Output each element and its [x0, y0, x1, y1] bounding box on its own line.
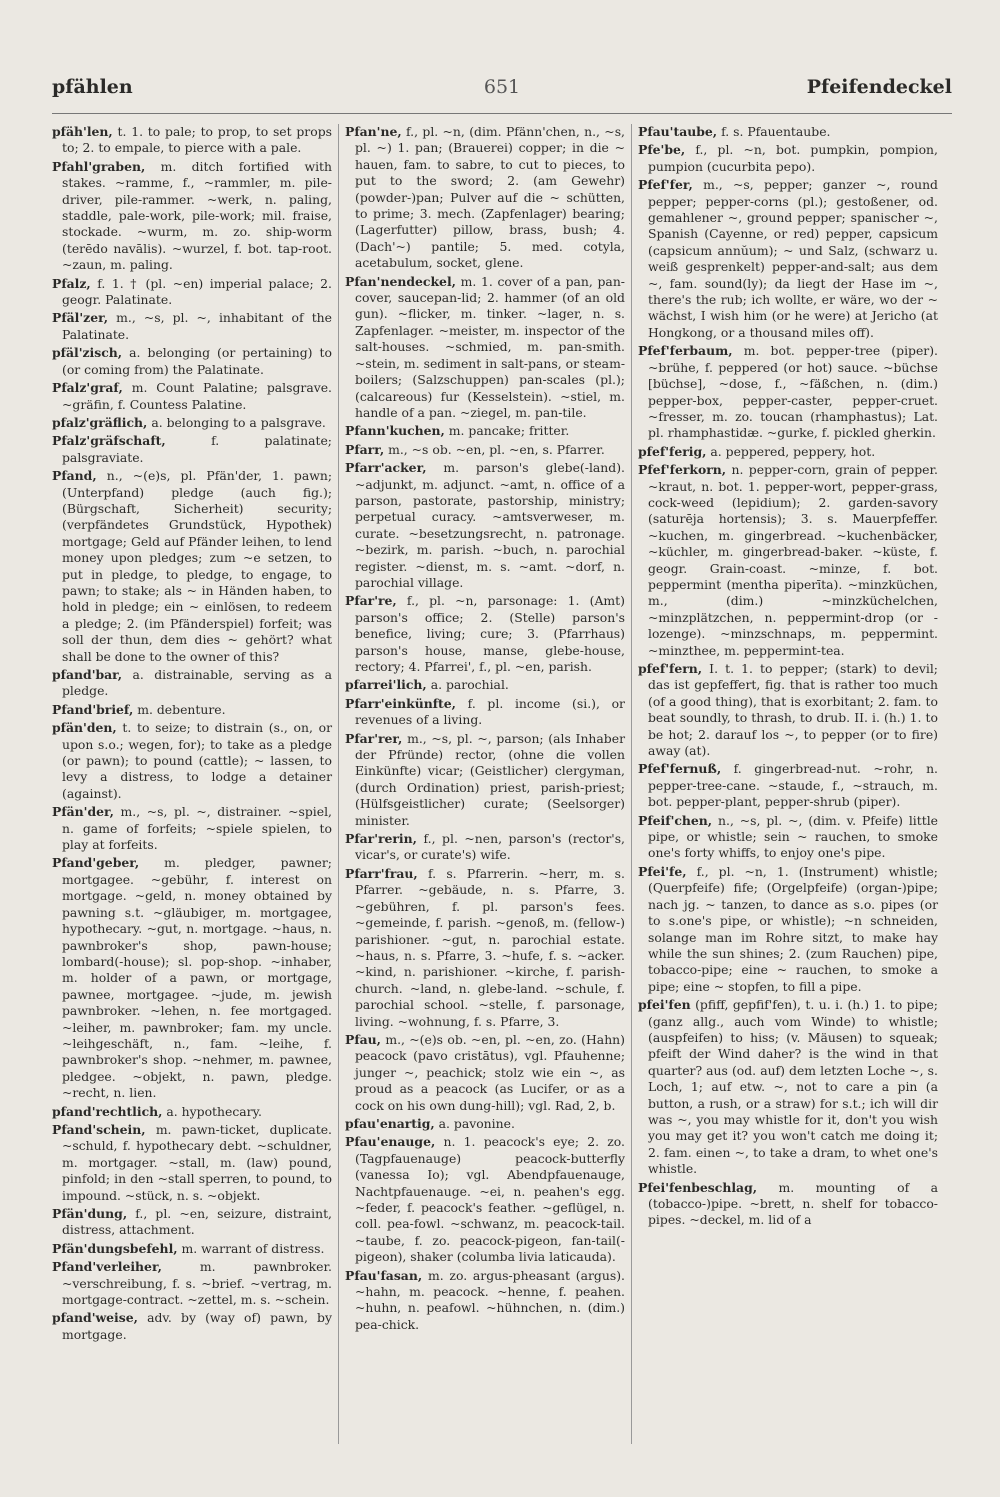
dictionary-entry	[52, 720, 332, 802]
page-header	[52, 76, 952, 110]
entry-headword: Pfan'ne,	[345, 124, 402, 139]
dictionary-entry	[345, 1134, 625, 1265]
entry-headword: Pfar'rer,	[345, 730, 403, 746]
dictionary-entry	[52, 310, 332, 343]
entry-definition: m. pancake; fritter.	[448, 423, 570, 439]
entry-definition: m. pawnbroker. ~verschreibung, f. s. ~brief. ~vertrag, m. mortgage-contract. ~zettel, m. s. ~schein.	[62, 1259, 332, 1308]
entry-definition: m. debenture.	[137, 701, 226, 717]
dictionary-entry	[345, 124, 625, 272]
dictionary-entry	[638, 177, 938, 341]
entry-headword: pfän'den,	[52, 720, 117, 736]
entry-definition: t. to seize; to distrain (s., on, or upon s.o.; wegen, for); to take as a pledge (or pawn); to pound (cattle); ~ lassen, to levy a distress, to lodge a detainer (against).	[62, 720, 332, 801]
left-running-headword: pfählen	[52, 76, 133, 98]
entry-definition: a. peppered, peppery, hot.	[710, 443, 876, 459]
dictionary-entry	[345, 731, 625, 829]
dictionary-entry	[638, 813, 938, 862]
entry-definition: m. pawn-ticket, duplicate. ~schuld, f. hypothecary debt. ~schuldner, m. mortgager. ~stall, m. (law) pound, pinfold; in den ~stall sperren, to pound, to impound. ~stück, n. s. ~objekt.	[62, 1121, 332, 1203]
entry-definition: n. 1. peacock's eye; 2. zo. (Tagpfauenauge) peacock-butterfly (vanessa Io); vgl. Abendpfauenauge, Nachtpfauenauge. ~ei, n. peahen's egg. ~feder, f. peacock's feather. ~geflügel, n. coll. pea-fowl. ~schwanz, m. peacock-tail. ~taube, f. zo. peacock-pigeon, fan-tail(-pigeon), shaker (columba livia laticauda).	[355, 1134, 625, 1265]
dictionary-entry	[345, 460, 625, 591]
dictionary-entry	[52, 667, 332, 700]
entry-definition: a. pavonine.	[438, 1115, 515, 1131]
dictionary-entry	[52, 433, 332, 466]
entry-headword: Pfef'ferkorn,	[638, 462, 727, 478]
entry-headword: Pfand'brief,	[52, 701, 134, 717]
entry-definition: m., ~s, pl. ~, parson; (als Inhaber der Pfründe) rector, (ohne die vollen Einkünfte) vicar; (Geistlicher) clergyman, (durch Ordination) priest, parish-priest; (Hülfsgeistlicher) curate; (Seelsorger) minister.	[355, 730, 625, 828]
entry-definition: n., ~s, pl. ~, (dim. v. Pfeife) little pipe, or whistle; sein ~ rauchen, to smoke one's forty whiffs, to enjoy one's pipe.	[648, 812, 938, 861]
dictionary-entry	[52, 1104, 332, 1120]
entry-headword: Pfei'fenbeschlag,	[638, 1179, 758, 1195]
dictionary-entry	[345, 696, 625, 729]
dictionary-entry	[345, 1032, 625, 1114]
entry-headword: Pfan'nendeckel,	[345, 273, 456, 289]
entry-definition: f., pl. ~n, bot. pumpkin, pompion, pumpion (cucurbita pepo).	[648, 142, 938, 174]
entry-definition: f. s. Pfauentaube.	[721, 124, 831, 139]
entry-definition: adv. by (way of) pawn, by mortgage.	[62, 1310, 332, 1342]
page-number: 651	[483, 76, 521, 98]
dictionary-entry	[52, 345, 332, 378]
entry-headword: pfand'bar,	[52, 667, 123, 682]
entry-headword: Pfe'be,	[638, 142, 686, 158]
entry-headword: Pfef'fernuß,	[638, 761, 722, 777]
entry-headword: Pfän'der,	[52, 804, 114, 820]
dictionary-entry	[638, 124, 938, 140]
dictionary-entry	[638, 462, 938, 659]
entry-headword: Pfarr'frau,	[345, 865, 418, 881]
entry-definition: f. 1. † (pl. ~en) imperial palace; 2. geogr. Palatinate.	[62, 275, 332, 308]
dictionary-entry	[345, 593, 625, 675]
entry-headword: Pfäl'zer,	[52, 310, 109, 326]
dictionary-entry	[52, 804, 332, 853]
dictionary-entry	[52, 124, 332, 157]
entry-definition: m., ~s, pl. ~, distrainer. ~spiel, n. game of forfeits; ~spiele spielen, to play at forfeits.	[62, 804, 332, 853]
dictionary-entry	[345, 442, 625, 458]
entry-definition: t. 1. to pale; to prop, to set props to; 2. to empale, to pierce with a pale.	[62, 124, 332, 156]
entry-headword: Pfalz'gräfschaft,	[52, 433, 166, 449]
entry-headword: Pfar'rerin,	[345, 831, 417, 847]
entry-definition: m. 1. cover of a pan, pan-cover, saucepan-lid; 2. hammer (of an old gun). ~flicker, m. tinker. ~lager, n. s. Zapfenlager. ~meister, m. inspector of the salt-houses. ~schmied, m. pan-smith. ~stein, m. sediment in salt-pans, or steam-boilers; (Salzschuppen) pan-scales (pl.); (calcareous) fur (Kesselstein). ~stiel, m. handle of a pan. ~ziegel, m. pan-tile.	[355, 273, 625, 420]
entry-headword: pfau'enartig,	[345, 1115, 435, 1131]
dictionary-entry	[52, 468, 332, 665]
dictionary-entry	[345, 677, 625, 693]
entry-definition: f. gingerbread-nut. ~rohr, n. pepper-tree-cane. ~staude, f., ~strauch, m. bot. pepper-plant, pepper-shrub (piper).	[648, 761, 938, 810]
entry-headword: Pfei'fe,	[638, 863, 687, 879]
dictionary-entry	[638, 142, 938, 175]
dictionary-entry	[52, 1122, 332, 1204]
entry-definition: (pfiff, gepfif'fen), t. u. i. (h.) 1. to pipe; (ganz allg., auch vom Winde) to whistle; (auspfeifen) to hiss; (v. Mäusen) to squeak; pfeift der Wind daher? is the wind in that quarter? aus (od. auf) dem letzten Loche ~, s. Loch, 1; auf etw. ~, not to care a pin (a button, a rush, or a straw) for s.t.; ich will dir was ~, you may whistle for it, don't you wish you may get it? you won't catch me doing it; 2. fam. einen ~, to take a dram, to whet one's whistle.	[648, 997, 938, 1177]
entry-definition: a. belonging (or pertaining) to (or coming from) the Palatinate.	[62, 345, 332, 377]
entry-headword: Pfef'ferbaum,	[638, 343, 733, 359]
entry-headword: Pfarr,	[345, 441, 385, 457]
entry-definition: f., pl. ~n, parsonage: 1. (Amt) parson's office; 2. (Stelle) parson's benefice, living; cure; 3. (Pfarrhaus) parson's house, manse, glebe-house, rectory; 4. Pfarrei', f., pl. ~en, parish.	[355, 593, 625, 674]
dictionary-entry	[52, 1206, 332, 1239]
entry-definition: m., ~s, pl. ~, inhabitant of the Palatinate.	[62, 310, 332, 342]
header-rule	[52, 113, 952, 114]
dictionary-entry	[638, 444, 938, 460]
entry-headword: Pfau'fasan,	[345, 1267, 423, 1283]
entry-headword: Pfau'taube,	[638, 124, 718, 139]
entry-headword: pfäl'zisch,	[52, 345, 123, 361]
entry-definition: m. pledger, pawner; mortgagee. ~gebühr, f. interest on mortgage. ~geld, n. money obtained by pawning s.t. ~gläubiger, m. mortgagee, hypothecary. ~gut, n. mortgage. ~haus, n. pawnbroker's shop, pawn-house; lombard(-house); sl. pop-shop. ~inhaber, m. holder of a pawn, or mortgage, pawnee, mortgagee. ~jude, m. jewish pawnbroker. ~lehen, n. fee mortgaged. ~leiher, m. pawnbroker; fam. my uncle. ~leihgeschäft, n., fam. ~leihe, f. pawnbroker's shop. ~nehmer, m. pawnee, pledgee. ~objekt, n. pawn, pledge. ~recht, n. lien.	[62, 855, 332, 1101]
entry-definition: m. bot. pepper-tree (piper). ~brühe, f. peppered (or hot) sauce. ~büchse [büchse], ~dose, f., ~fäßchen, n. (dim.) pepper-box, pepper-caster, pepper-cruet. ~fresser, m. zo. toucan (rhamphastus); Lat. pl. rhamphastidæ. ~gurke, f. pickled gherkin.	[648, 343, 938, 441]
entry-headword: pfalz'gräflich,	[52, 414, 148, 430]
entry-definition: f. pl. income (si.), or revenues of a living.	[355, 695, 625, 728]
entry-headword: Pfand'verleiher,	[52, 1259, 162, 1275]
entry-headword: pfarrei'lich,	[345, 677, 427, 693]
entry-definition: m., ~s ob. ~en, pl. ~en, s. Pfarrer.	[388, 441, 605, 457]
entry-definition: f., pl. ~en, seizure, distraint, distress, attachment.	[62, 1206, 332, 1238]
entry-definition: f., pl. ~n, 1. (Instrument) whistle; (Querpfeife) fife; (Orgelpfeife) (organ-)pipe; nach jg. ~ tanzen, to dance as s.o. pipes (or to s.one's pipe, or whistle); ~n schneiden, solange man im Rohre sitzt, to make hay while the sun shines; 2. (zum Rauchen) pipe, tobacco-pipe; eine ~ rauchen, to smoke a pipe; eine ~ stopfen, to fill a pipe.	[648, 863, 938, 994]
entry-definition: f., pl. ~n, (dim. Pfänn'chen, n., ~s, pl. ~) 1. pan; (Brauerei) copper; in die ~ hauen, fam. to sabre, to cut to pieces, to put to the sword; 2. (am Gewehr) (powder-)pan; Pulver auf die ~ schütten, to prime; 3. mech. (Zapfenlager) bearing; (Lagerfutter) pillow, brass, bush; 4. (Dach'~) pantile; 5. med. cotyla, acetabulum, socket, glene.	[355, 124, 625, 271]
entry-definition: a. belonging to a palsgrave.	[151, 414, 326, 430]
entry-definition: f. s. Pfarrerin. ~herr, m. s. Pfarrer. ~gebäude, n. s. Pfarre, 3. ~gebühren, f. pl. parson's fees. ~gemeinde, f. parish. ~genoß, m. (fellow-) parishioner. ~gut, n. parochial estate. ~haus, n. s. Pfarre, 3. ~hufe, f. s. ~acker. ~kind, n. parishioner. ~kirche, f. parish-church. ~land, n. glebe-land. ~schule, f. parochial school. ~stelle, f. parsonage, living. ~wohnung, f. s. Pfarre, 3.	[355, 865, 625, 1029]
entry-headword: pfef'ferig,	[638, 443, 707, 459]
entry-headword: Pfar're,	[345, 593, 397, 609]
dictionary-entry	[345, 831, 625, 864]
entry-headword: Pfän'dung,	[52, 1206, 128, 1221]
entry-definition: m. warrant of distress.	[181, 1240, 325, 1256]
entry-headword: Pfann'kuchen,	[345, 423, 445, 439]
entry-headword: Pfand'geber,	[52, 855, 140, 871]
entry-headword: pfand'weise,	[52, 1310, 138, 1326]
entry-definition: n. pepper-corn, grain of pepper. ~kraut, n. bot. 1. pepper-wort, pepper-grass, cock-weed (lepidium); 2. garden-savory (saturēja hortensis); 3. s. Mauerpfeffer. ~kuchen, m. gingerbread. ~kuchenbäcker, ~küchler, m. gingerbread-baker. ~küste, f. geogr. Grain-coast. ~minze, f. bot. peppermint (mentha piperīta). ~minzküchen, m., (dim.) ~minzküchelchen, ~minzplätzchen, n. peppermint-drop (or -lozenge). ~minzschnaps, m. peppermint. ~minzthee, m. peppermint-tea.	[648, 462, 938, 658]
entry-headword: Pfalz,	[52, 275, 91, 291]
dictionary-entry	[52, 702, 332, 718]
entry-headword: Pfalz'graf,	[52, 380, 123, 396]
entry-definition: m. Count Palatine; palsgrave. ~gräfin, f. Countess Palatine.	[62, 380, 332, 412]
entry-headword: Pfand,	[52, 468, 97, 484]
entry-headword: Pfeif'chen,	[638, 812, 713, 828]
dictionary-entry	[52, 276, 332, 309]
dictionary-entry	[52, 1241, 332, 1257]
dictionary-entry	[638, 343, 938, 441]
column-2	[345, 124, 625, 1332]
dictionary-entry	[345, 1116, 625, 1132]
entry-definition: m. ditch fortified with stakes. ~ramme, f., ~rammler, m. pile-driver, pile-rammer. ~werk, n. paling, staddle, pale-work, pile-work; mil. fraise, stockade. ~wurm, m. zo. ship-worm (terēdo navālis). ~wurzel, f. bot. tap-root. ~zaun, m. paling.	[62, 158, 332, 273]
entry-definition: m. zo. argus-pheasant (argus). ~hahn, m. peacock. ~henne, f. peahen. ~huhn, n. peafowl. ~hühnchen, n. (dim.) pea-chick.	[355, 1267, 625, 1332]
dictionary-entry	[638, 661, 938, 759]
entry-definition: f. palatinate; palsgraviate.	[62, 433, 332, 465]
dictionary-entry	[52, 380, 332, 413]
dictionary-entry	[638, 997, 938, 1177]
column-divider	[631, 124, 632, 1444]
entry-definition: m., ~(e)s ob. ~en, pl. ~en, zo. (Hahn) peacock (pavo cristātus), vgl. Pfauhenne; junger ~, peachick; stolz wie ein ~, as proud as a peacock (as Lucifer, or as a cock on his own dung-hill); vgl. Rad, 2, b.	[355, 1031, 625, 1113]
entry-headword: Pfän'dungsbefehl,	[52, 1240, 178, 1256]
entry-headword: Pfau,	[345, 1031, 381, 1047]
entry-headword: pfäh'len,	[52, 124, 113, 139]
dictionary-entry	[345, 866, 625, 1030]
column-1	[52, 124, 332, 1464]
dictionary-entry	[52, 1259, 332, 1308]
dictionary-entry	[638, 761, 938, 810]
right-running-headword: Pfeifendeckel	[806, 76, 952, 98]
dictionary-entry	[52, 159, 332, 274]
entry-definition: n., ~(e)s, pl. Pfän'der, 1. pawn; (Unterpfand) pledge (auch fig.); (Bürgschaft, Sicherheit) security; (verpfändetes Grundstück, Hypothek) mortgage; Geld auf Pfänder leihen, to lend money upon pledges; zum ~e setzen, to put in pledge, to pledge, to engage, to pawn; to stake; als ~ in Händen haben, to hold in pledge; ein ~ einlösen, to redeem a pledge; 2. (im Pfänderspiel) forfeit; was soll der thun, dem dies ~ gehört? what shall be done to the owner of this?	[62, 468, 332, 664]
dictionary-entry	[345, 1268, 625, 1334]
entry-headword: Pfarr'acker,	[345, 460, 427, 476]
dictionary-entry	[638, 1180, 938, 1229]
dictionary-entry	[52, 1310, 332, 1343]
entry-headword: Pfarr'einkünfte,	[345, 695, 456, 711]
column-3	[638, 124, 938, 1228]
entry-definition: m. mounting of a (tobacco-)pipe. ~brett, n. shelf for tobacco-pipes. ~deckel, m. lid of a	[648, 1179, 938, 1228]
column-divider	[338, 124, 339, 1444]
dictionary-entry	[345, 423, 625, 439]
dictionary-entry	[52, 855, 332, 1101]
entry-headword: Pfand'schein,	[52, 1121, 146, 1137]
entry-definition: m., ~s, pepper; ganzer ~, round pepper; pepper-corns (pl.); gestoßener, od. gemahlener ~, ground pepper; spanischer ~, Spanish (Cayenne, or red) pepper, capsicum (capsicum annŭum); ~ und Salz, (schwarz u. weiß gesprenkelt) pepper-and-salt; aus dem ~, fam. sound(ly); da liegt der Hase im ~, there's the rub; ich wollte, er wäre, wo der ~ wächst, I wish him (or he were) at Jericho (at Hongkong, or a thousand miles off).	[648, 177, 938, 340]
entry-headword: Pfef'fer,	[638, 177, 693, 193]
dictionary-entry	[345, 274, 625, 422]
dictionary-entry	[638, 864, 938, 995]
entry-definition: I. t. 1. to pepper; (stark) to devil; das ist gepfeffert, fig. that is rather too much (of a good thing), that is exorbitant; 2. fam. to beat soundly, to thrash, to drub. II. i. (h.) 1. to be hot; 2. darauf los ~, to pepper (or to fire) away (at).	[648, 661, 938, 759]
entry-headword: Pfau'enauge,	[345, 1134, 436, 1150]
entry-definition: a. distrainable, serving as a pledge.	[62, 667, 332, 699]
dictionary-entry	[52, 415, 332, 431]
entry-definition: a. parochial.	[430, 677, 509, 693]
entry-headword: pfei'fen	[638, 997, 691, 1013]
entry-definition: f., pl. ~nen, parson's (rector's, vicar's, or curate's) wife.	[355, 831, 625, 863]
entry-headword: pfand'rechtlich,	[52, 1103, 163, 1119]
entry-headword: Pfahl'graben,	[52, 158, 146, 174]
entry-definition: m. parson's glebe(-land). ~adjunkt, m. adjunct. ~amt, n. office of a parson, pastorate, pastorship, ministry; perpetual curacy. ~amtsverweser, m. curate. ~besetzungsrecht, n. patronage. ~bezirk, m. parish. ~buch, n. parochial register. ~dienst, m. s. ~amt. ~dorf, n. parochial village.	[355, 460, 625, 590]
entry-headword: pfef'fern,	[638, 661, 703, 676]
entry-definition: a. hypothecary.	[166, 1103, 262, 1119]
